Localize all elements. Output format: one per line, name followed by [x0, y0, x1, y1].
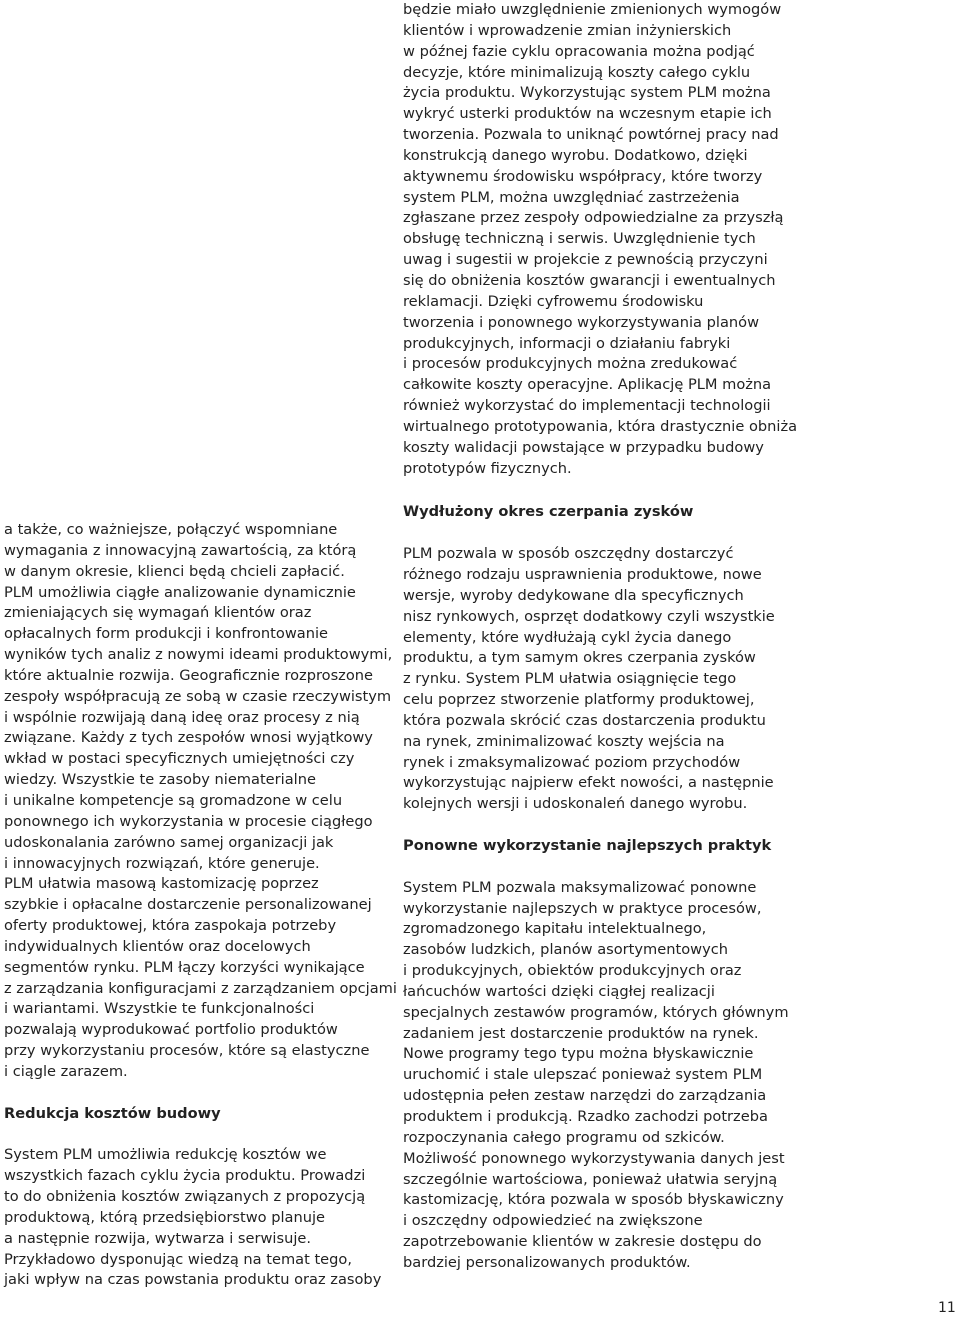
- text-line: segmentów rynku. PLM łączy korzyści wynikające: [4, 958, 365, 976]
- text-line: prototypów fizycznych.: [403, 459, 572, 477]
- text-line: wszystkich fazach cyklu życia produktu. Prowadzi: [4, 1167, 366, 1185]
- text-line: bardziej personalizowanych produktów.: [403, 1253, 691, 1271]
- text-line: PLM ułatwia masową kastomizację poprzez: [4, 875, 319, 893]
- text-line: szczególnie wartościowa, ponieważ ułatwia seryjną: [403, 1170, 778, 1188]
- left-column: [4, 520, 397, 1291]
- text-line: szybkie i opłacalne dostarczenie personalizowanej: [4, 896, 372, 914]
- text-line: wymagania z innowacyjną zawartością, za którą: [4, 541, 357, 559]
- section-heading-extended-profit: Wydłużony okres czerpania zysków: [403, 503, 694, 521]
- text-line: zespoły współpracują ze sobą w czasie rzeczywistym: [4, 687, 392, 705]
- section-heading-best-practices: Ponowne wykorzystanie najlepszych praktyk: [403, 837, 772, 854]
- text-line: i innowacyjnych rozwiązań, które generuje.: [4, 854, 320, 872]
- text-line: zasobów ludzkich, planów asortymentowych: [403, 941, 728, 959]
- text-line: które aktualnie rozwija. Geograficznie rozproszone: [4, 666, 373, 684]
- cost-reduction-paragraph: [4, 1145, 384, 1291]
- text-line: specjalnych zestawów programów, których głównym: [403, 1003, 789, 1021]
- text-line: życia produktu. Wykorzystując system PLM można: [403, 84, 771, 102]
- text-line: różnego rodzaju usprawnienia produktowe, nowe: [403, 565, 762, 583]
- text-line: produktową, którą przedsiębiorstwo planuje: [4, 1208, 325, 1226]
- text-line: łańcuchów wartości dzięki ciągłej realizacji: [403, 982, 715, 1000]
- text-line: rynek i zmaksymalizować poziom przychodów: [403, 753, 741, 771]
- text-line: System PLM umożliwia redukcję kosztów we: [4, 1146, 327, 1164]
- text-line: i oszczędny odpowiedzieć na zwiększone: [403, 1212, 703, 1230]
- text-line: wykorzystanie najlepszych w praktyce procesów,: [403, 899, 762, 917]
- right-intro-paragraph: [403, 0, 798, 479]
- text-line: i ciągle zarazem.: [4, 1062, 128, 1080]
- text-line: wersje, wyroby dedykowane dla specyficznych: [403, 586, 744, 604]
- text-line: reklamacji. Dzięki cyfrowemu środowisku: [403, 292, 704, 310]
- text-line: udostępnia pełen zestaw narzędzi do zarządzania: [403, 1087, 767, 1105]
- text-line: decyzje, które minimalizują koszty całego cyklu: [403, 63, 751, 81]
- text-line: wirtualnego prototypowania, która drastycznie obniża: [403, 417, 798, 435]
- text-line: również wykorzystać do implementacji technologii: [403, 397, 771, 415]
- text-line: wykorzystując najpierw efekt nowości, a następnie: [403, 774, 774, 792]
- text-line: elementy, które wydłużają cykl życia danego: [403, 628, 732, 646]
- text-line: klientów i wprowadzenie zmian inżynierskich: [403, 21, 732, 39]
- text-line: jaki wpływ na czas powstania produktu oraz zasoby: [4, 1271, 382, 1289]
- text-line: zgromadzonego kapitału intelektualnego,: [403, 920, 707, 938]
- text-line: wkład w postaci specyficznych umiejętności czy: [4, 750, 355, 768]
- text-line: z rynku. System PLM ułatwia osiągnięcie tego: [403, 670, 737, 688]
- text-line: związane. Każdy z tych zespołów wnosi wyjątkowy: [4, 729, 373, 747]
- text-line: wykryć usterki produktów na wczesnym etapie ich: [403, 105, 772, 123]
- text-line: produktem i produkcją. Rzadko zachodzi potrzeba: [403, 1108, 768, 1126]
- text-line: ponownego ich wykorzystania w procesie ciągłego: [4, 812, 373, 830]
- text-line: pozwalają wyprodukować portfolio produktów: [4, 1021, 338, 1039]
- text-line: się do obniżenia kosztów gwarancji i ewentualnych: [403, 271, 776, 289]
- text-line: która pozwala skrócić czas dostarczenia produktu: [403, 711, 766, 729]
- text-line: w danym okresie, klienci będą chcieli zapłacić.: [4, 562, 345, 580]
- text-line: całkowite koszty operacyjne. Aplikację PLM można: [403, 376, 772, 394]
- text-line: a także, co ważniejsze, połączyć wspomniane: [4, 521, 338, 538]
- text-line: kastomizację, która pozwala w sposób błyskawiczny: [403, 1191, 784, 1209]
- text-line: Możliwość ponownego wykorzystywania danych jest: [403, 1149, 785, 1167]
- text-line: i wspólnie rozwijają daną ideę oraz procesy z nią: [4, 708, 360, 726]
- text-line: będzie miało uwzględnienie zmienionych wymogów: [403, 1, 782, 18]
- text-line: na rynek, zminimalizować koszty wejścia na: [403, 732, 725, 750]
- text-line: i wariantami. Wszystkie te funkcjonalności: [4, 1000, 315, 1018]
- text-line: kolejnych wersji i udoskonaleń danego wyrobu.: [403, 795, 748, 813]
- text-line: z zarządzania konfiguracjami z zarządzaniem opcjami: [4, 979, 397, 997]
- text-line: tworzenia i ponownego wykorzystywania planów: [403, 313, 760, 331]
- text-line: udoskonalania zarówno samej organizacji jak: [4, 833, 334, 851]
- left-intro-paragraph: [4, 520, 397, 1083]
- text-line: konstrukcją danego wyrobu. Dodatkowo, dzięki: [403, 146, 748, 164]
- text-line: PLM umożliwia ciągłe analizowanie dynamicznie: [4, 583, 356, 601]
- right-column: [403, 0, 798, 1274]
- text-line: koszty walidacji powstające w przypadku budowy: [403, 438, 764, 456]
- text-line: i procesów produkcyjnych można zredukować: [403, 355, 738, 373]
- text-line: PLM pozwala w sposób oszczędny dostarczyć: [403, 545, 734, 563]
- extended-profit-paragraph: [403, 544, 793, 815]
- text-line: opłacalnych form produkcji i konfrontowanie: [4, 625, 328, 643]
- text-line: i produkcyjnych, obiektów produkcyjnych oraz: [403, 962, 742, 980]
- page-number: 11: [938, 1300, 956, 1316]
- text-line: tworzenia. Pozwala to uniknąć powtórnej pracy nad: [403, 126, 779, 144]
- text-line: System PLM pozwala maksymalizować ponowne: [403, 878, 757, 896]
- text-line: i unikalne kompetencje są gromadzone w celu: [4, 791, 343, 809]
- text-line: produkcyjnych, informacji o działaniu fabryki: [403, 334, 731, 352]
- text-line: Nowe programy tego typu można błyskawicznie: [403, 1045, 754, 1063]
- text-line: to do obniżenia kosztów związanych z propozycją: [4, 1188, 366, 1206]
- text-line: nisz rynkowych, osprzęt dodatkowy czyli wszystkie: [403, 607, 775, 625]
- text-line: zapotrzebowanie klientów w zakresie dostępu do: [403, 1233, 762, 1251]
- text-line: aktywnemu środowisku współpracy, które tworzy: [403, 167, 763, 185]
- text-line: obsługę techniczną i serwis. Uwzględnienie tych: [403, 230, 756, 248]
- text-line: w późnej fazie cyklu opracowania można podjąć: [403, 42, 755, 60]
- text-line: zadaniem jest dostarczenie produktów na rynek.: [403, 1024, 759, 1042]
- text-line: oferty produktowej, która zaspokaja potrzeby: [4, 917, 337, 935]
- text-line: rozpoczynania całego programu od szkiców.: [403, 1128, 725, 1146]
- text-line: wyników tych analiz z nowymi ideami produktowymi,: [4, 646, 393, 664]
- text-line: uwag i sugestii w projekcie z pewnością przyczyni: [403, 251, 768, 269]
- text-line: system PLM, można uwzględniać zastrzeżenia: [403, 188, 740, 206]
- text-line: przy wykorzystaniu procesów, które są elastyczne: [4, 1042, 370, 1060]
- best-practices-paragraph: [403, 878, 793, 1274]
- text-line: indywidualnych klientów oraz docelowych: [4, 937, 311, 955]
- text-line: Przykładowo dysponując wiedzą na temat tego,: [4, 1250, 352, 1268]
- text-line: zmieniających się wymagań klientów oraz: [4, 604, 312, 622]
- text-line: uruchomić i stale ulepszać ponieważ system PLM: [403, 1066, 763, 1084]
- text-line: celu poprzez stworzenie platformy produktowej,: [403, 691, 755, 709]
- section-heading-cost-reduction: Redukcja kosztów budowy: [4, 1104, 221, 1122]
- text-line: produktu, a tym samym okres czerpania zysków: [403, 649, 756, 667]
- text-line: a następnie rozwija, wytwarza i serwisuje.: [4, 1229, 312, 1247]
- text-line: wiedzy. Wszystkie te zasoby niematerialne: [4, 771, 316, 789]
- text-line: zgłaszane przez zespoły odpowiedzialne za przyszłą: [403, 209, 784, 227]
